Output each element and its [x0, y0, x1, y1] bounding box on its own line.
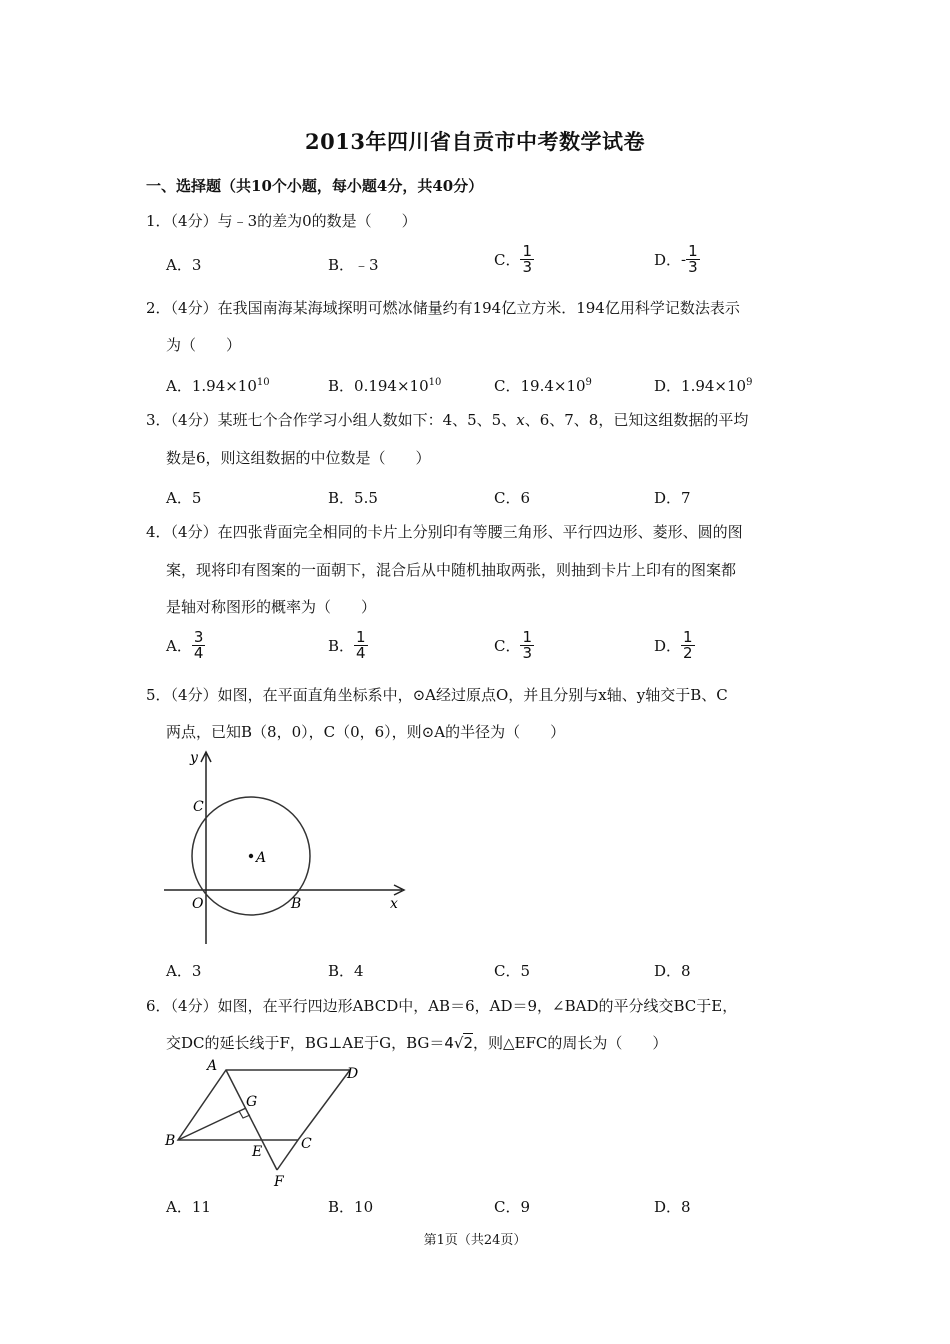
- fraction: [686, 244, 700, 275]
- denominator: 3: [522, 258, 533, 276]
- numerator: 1: [356, 628, 366, 646]
- q1-option-b: B．﹣3: [328, 256, 379, 274]
- segment-cf: [277, 1140, 298, 1170]
- label-c: C: [193, 799, 204, 815]
- label-o: O: [192, 896, 204, 912]
- q2-option-c: [494, 375, 592, 396]
- fraction: [192, 630, 206, 661]
- denominator: 4: [193, 644, 204, 662]
- q2-option-a: [166, 375, 270, 396]
- fraction: [520, 244, 534, 275]
- fraction: [354, 630, 368, 661]
- question-3-line1: [146, 411, 748, 429]
- q6-option-a: A．11: [166, 1198, 211, 1216]
- section-heading: 一、选择题（共10个小题，每小题4分，共40分）: [146, 177, 484, 195]
- q4-option-b: [328, 630, 368, 661]
- question-5-line2: 两点，已知B（8，0），C（0，6），则⊙A的半径为（ ）: [166, 723, 566, 741]
- question-4-line1: 4．（4分）在四张背面完全相同的卡片上分别印有等腰三角形、平行四边形、菱形、圆的图: [146, 523, 743, 541]
- q6-text-b: ，则△EFC的周长为（ ）: [473, 1034, 668, 1052]
- q3-option-b: B．5.5: [328, 489, 378, 507]
- variable-x: x: [516, 411, 525, 429]
- q5-coordinate-figure: [160, 748, 420, 948]
- exponent: 9: [746, 377, 753, 388]
- numerator: 1: [522, 242, 533, 260]
- q5-option-a: A．3: [166, 962, 202, 980]
- page-footer: 第1页（共24页）: [423, 1233, 527, 1248]
- exponent: 9: [585, 377, 592, 388]
- q2-b-text: B．0.194×10: [328, 377, 429, 395]
- label-d: D: [347, 1066, 359, 1082]
- denominator: 3: [688, 258, 698, 276]
- label-a: A: [207, 1058, 218, 1074]
- question-4-line2: 案，现将印有图案的一面朝下，混合后从中随机抽取两张，则抽到卡片上印有的图案都: [166, 561, 737, 579]
- q4-option-d: [654, 630, 695, 661]
- q6-parallelogram-figure: [160, 1056, 380, 1192]
- q3-option-c: C．6: [494, 489, 531, 507]
- q1-option-a: A．3: [166, 256, 202, 274]
- q4-option-c: [494, 630, 534, 661]
- fraction: [520, 630, 534, 661]
- q6-text-a: 交DC的延长线于F，BG⊥AE于G，BG＝: [166, 1034, 445, 1052]
- page-title: 2013年四川省自贡市中考数学试卷: [305, 129, 645, 154]
- coefficient: 4: [444, 1034, 454, 1052]
- label-y: y: [190, 750, 198, 766]
- q2-option-b: [328, 375, 441, 396]
- q4-c-label: C．: [494, 637, 521, 655]
- radical-expression: 4√2: [444, 1034, 474, 1052]
- exponent: 10: [428, 377, 442, 388]
- q5-option-d: D．8: [654, 962, 691, 980]
- fraction: [681, 630, 695, 661]
- q4-d-label: D．: [654, 637, 682, 655]
- label-a: A: [256, 850, 267, 866]
- question-2-line2: 为（ ）: [166, 336, 242, 354]
- q6-option-c: C．9: [494, 1198, 531, 1216]
- question-6-line2: [166, 1034, 667, 1052]
- question-1-stem: 1．（4分）与﹣3的差为0的数是（ ）: [146, 212, 417, 230]
- question-4-line3: 是轴对称图形的概率为（ ）: [166, 598, 377, 616]
- minus-sign: -: [681, 250, 687, 269]
- parallelogram-abcd: [178, 1070, 350, 1140]
- q1-c-label: C．: [494, 251, 521, 269]
- q4-a-label: A．: [166, 637, 192, 655]
- question-3-line2: 数是6，则这组数据的中位数是（ ）: [166, 449, 431, 467]
- q6-option-d: D．8: [654, 1198, 691, 1216]
- q1-option-d: [654, 244, 700, 275]
- question-5-line1: 5．（4分）如图，在平面直角坐标系中，⊙A经过原点O，并且分别与x轴、y轴交于B、C: [146, 686, 728, 704]
- q3-option-a: A．5: [166, 489, 202, 507]
- q1-d-label: D．: [654, 251, 682, 269]
- denominator: 3: [522, 644, 533, 662]
- label-f: F: [274, 1174, 284, 1190]
- q5-option-b: B．4: [328, 962, 364, 980]
- label-x: x: [390, 896, 398, 912]
- q2-d-text: D．1.94×10: [654, 377, 747, 395]
- numerator: 1: [688, 242, 698, 260]
- denominator: 4: [356, 644, 366, 662]
- exponent: 10: [256, 377, 270, 388]
- label-g: G: [246, 1094, 258, 1110]
- numerator: 1: [683, 628, 693, 646]
- question-2-line1: 2．（4分）在我国南海某海域探明可燃冰储量约有194亿立方米．194亿用科学记数法表示: [146, 299, 740, 317]
- q2-c-text: C．19.4×10: [494, 377, 586, 395]
- center-point-a: [249, 854, 253, 858]
- q2-a-text: A．1.94×10: [166, 377, 257, 395]
- label-b: B: [165, 1133, 176, 1149]
- q5-option-c: C．5: [494, 962, 531, 980]
- q4-b-label: B．: [328, 637, 355, 655]
- label-b: B: [291, 896, 302, 912]
- q3-option-d: D．7: [654, 489, 691, 507]
- label-e: E: [252, 1144, 263, 1160]
- q3-text-b: 、6、7、8，已知这组数据的平均: [524, 411, 749, 429]
- numerator: 1: [522, 628, 533, 646]
- label-c: C: [301, 1136, 312, 1152]
- question-6-line1: 6．（4分）如图，在平行四边形ABCD中，AB＝6，AD＝9，∠BAD的平分线交BC于E，: [146, 997, 738, 1015]
- numerator: 3: [193, 628, 204, 646]
- q6-option-b: B．10: [328, 1198, 374, 1216]
- q2-option-d: [654, 375, 752, 396]
- denominator: 2: [683, 644, 693, 662]
- q3-text-a: 3．（4分）某班七个合作学习小组人数如下：4、5、5、: [146, 411, 517, 429]
- q4-option-a: [166, 630, 205, 661]
- radicand: 2: [463, 1034, 474, 1052]
- q1-option-c: [494, 244, 534, 275]
